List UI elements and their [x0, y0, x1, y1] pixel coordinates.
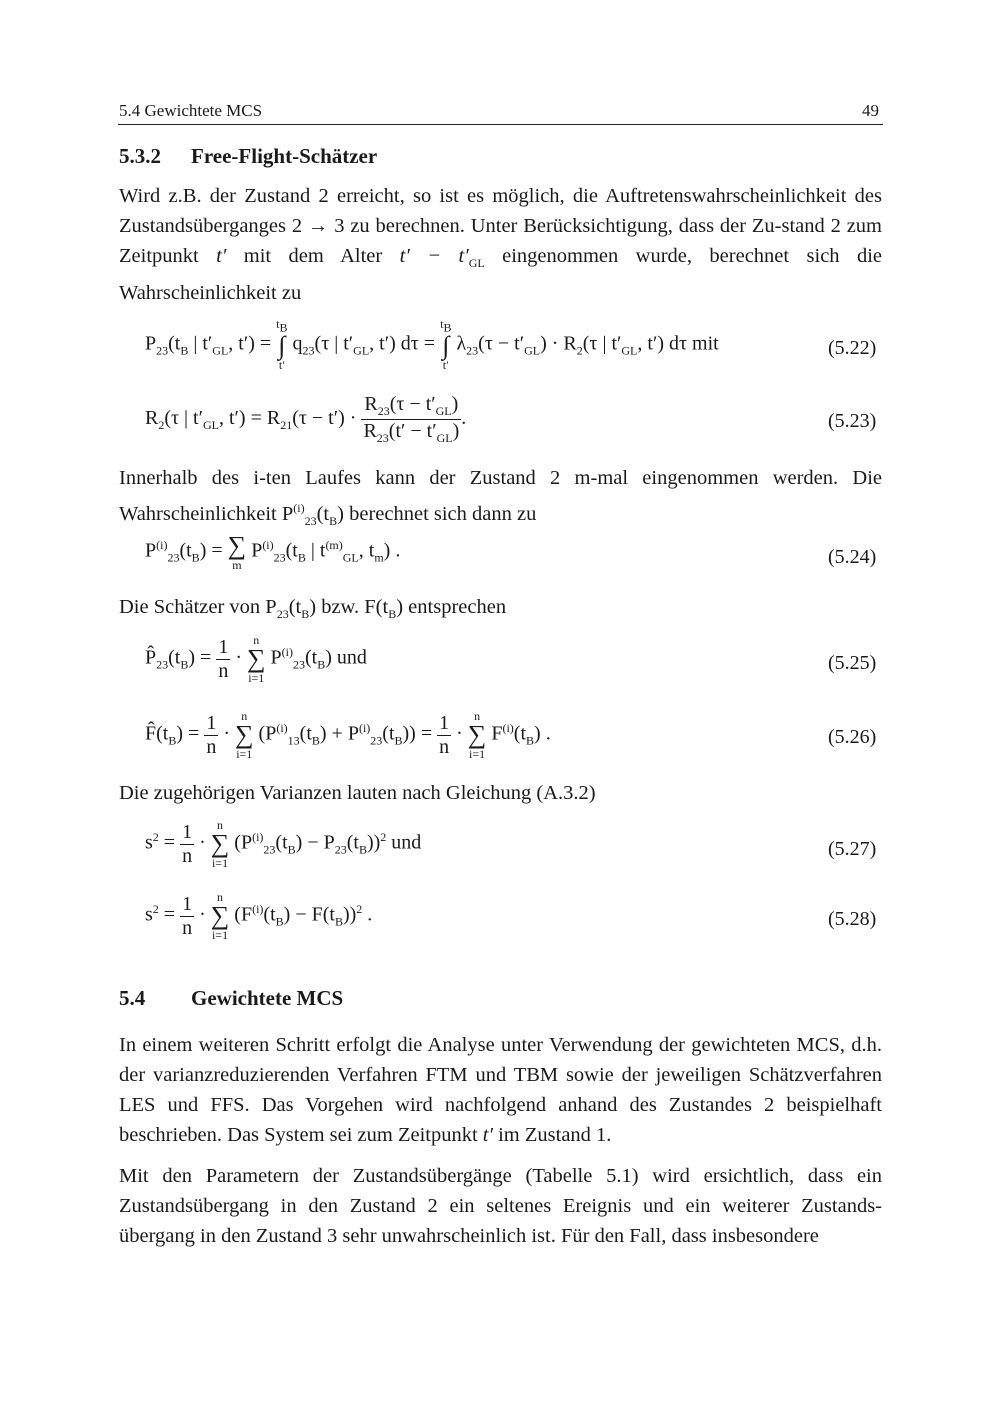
equation-5-22: $P_{23}(t_B$ | $t'_{GL}$, t′) = $t_B$ ∫ t′ $q_{23}(\tau$ | $t'_{GL}$, t′) dτ = $t_B$ ∫ t′ $\lambda_{23}(\tau - t'_{GL}) \cdot R_2(\tau$ | $t'_{GL}$, t′) dτ mit — [145, 317, 719, 373]
paragraph-transition-parameters: Mit den Parametern der Zustandsübergänge (Tabelle 5.1) wird ersichtlich, dass ein Zustandsübergang in den Zustand 2 ein seltenes Ereignis und ein weiterer Zustands-übergang in den Zustand 3 sehr unwahrscheinlich ist. Für den Fall, dass insbesondere — [119, 1165, 882, 1247]
equation-number-5-24: (5.24) — [828, 546, 877, 568]
page-number: 49 — [862, 101, 879, 120]
equation-number-5-28: (5.28) — [828, 908, 877, 930]
section-title-54: Gewichtete MCS — [191, 986, 344, 1010]
equation-5-23: $R_2(\tau$ | $t'_{GL}$, $t') = R_{21}(\tau - t')$ · $\frac{R_{23}(\tau - t'_{GL})}{R_{23}(t' - t'_{GL})}$ . — [145, 393, 467, 445]
para2-text-a: Innerhalb des i-ten Laufes kann der Zustand 2 m-mal eingenommen werden. Die Wahrscheinlichkeit — [119, 467, 882, 525]
section-number-532: 5.3.2 — [119, 144, 161, 168]
paragraph-free-flight-intro: Wird z.B. der Zustand 2 erreicht, so ist es möglich, die Auftretenswahrscheinlichkeit des Zustandsüberganges 2 → 3 zu berechnen. Unter Berücksichtigung, dass der Zu-stand 2 zum Zeitpunkt t′ mit dem Alter $t' - t'_{GL}$ eingenommen wurde, berechnet sich die Wahrscheinlichkeit zu — [119, 185, 883, 305]
equation-number-5-23: (5.23) — [828, 410, 877, 432]
equation-number-5-26: (5.26) — [828, 726, 877, 748]
paragraph-estimators: Die Schätzer von $P_{23}(t_B)$ bzw. $F(t_B)$ entsprechen — [119, 596, 507, 622]
para1-text-c: eingenommen wurde, berechnet sich die Wahrscheinlichkeit zu — [119, 245, 883, 305]
paragraph-variances: Die zugehörigen Varianzen lauten nach Gleichung (A.3.2) — [119, 782, 596, 804]
equation-number-5-22: (5.22) — [828, 337, 877, 359]
equation-5-25: $P̂_{23}(t_B)$ = $\frac{1}{n}$ · n ∑ i=1 $P^{(i)}_{23}(t_B)$ und — [145, 633, 367, 685]
header-rule — [118, 124, 883, 125]
running-header-section: 5.4 Gewichtete MCS — [119, 101, 263, 120]
paragraph-run-probability: Innerhalb des i-ten Laufes kann der Zustand 2 m-mal eingenommen werden. Die Wahrscheinlichkeit $P^{(i)}_{23}(t_B)$ berechnet sich dann zu — [119, 467, 882, 528]
para1-text-b: mit dem Alter — [243, 245, 383, 267]
equation-5-28: $s^2$ = $\frac{1}{n}$ · n ∑ i=1 $(F^{(i)}(t_B) - F(t_B))^2$ . — [145, 890, 373, 942]
para54-text-b: im Zustand 1. — [498, 1124, 612, 1146]
para1-text-a: Wird z.B. der Zustand 2 erreicht, so ist es möglich, die Auftretenswahrscheinlichkeit des Zustandsüberganges 2 → 3 zu berechnen. Unter Berücksichtigung, dass der Zu-stand 2 zum Zeitpunkt — [119, 185, 882, 267]
equation-5-27: $s^2$ = $\frac{1}{n}$ · n ∑ i=1 $(P^{(i)}_{23}(t_B) - P_{23}(t_B))^2$ und — [145, 818, 422, 870]
para54-text-a: In einem weiteren Schritt erfolgt die Analyse unter Verwendung der gewichteten MCS, d.h. der varianzreduzierenden Verfahren FTM und TBM sowie der jeweiligen Schätzverfahren LES und FFS. Das Vorgehen wird nachfolgend anhand des Zustandes 2 beispielhaft beschrieben. Das System sei zum Zeitpunkt — [119, 1034, 882, 1146]
section-title-532: Free-Flight-Schätzer — [191, 144, 378, 168]
equation-5-24: $P^{(i)}_{23}(t_B)$ = ∑ m $P^{(i)}_{23}(t_B$ | $t^{(m)}_{GL}$, $t_m$) . — [145, 531, 401, 572]
equation-5-26: $F̂(t_B)$ = $\frac{1}{n}$ · n ∑ i=1 $(P^{(i)}_{13}(t_B) + P^{(i)}_{23}(t_B))$ = $\frac{1}{n}$ · n ∑ i=1 $F^{(i)}(t_B)$ . — [145, 709, 551, 761]
para2-text-b: berechnet sich dann zu — [349, 502, 537, 525]
section-number-54: 5.4 — [119, 986, 146, 1010]
paragraph-weighted-mcs-intro: In einem weiteren Schritt erfolgt die Analyse unter Verwendung der gewichteten MCS, d.h. der varianzreduzierenden Verfahren FTM und TBM sowie der jeweiligen Schätzverfahren LES und FFS. Das Vorgehen wird nachfolgend anhand des Zustandes 2 beispielhaft beschrieben. Das System sei zum Zeitpunkt t′ im Zustand 1. — [119, 1034, 882, 1146]
equation-number-5-25: (5.25) — [828, 652, 877, 674]
equation-number-5-27: (5.27) — [828, 838, 877, 860]
